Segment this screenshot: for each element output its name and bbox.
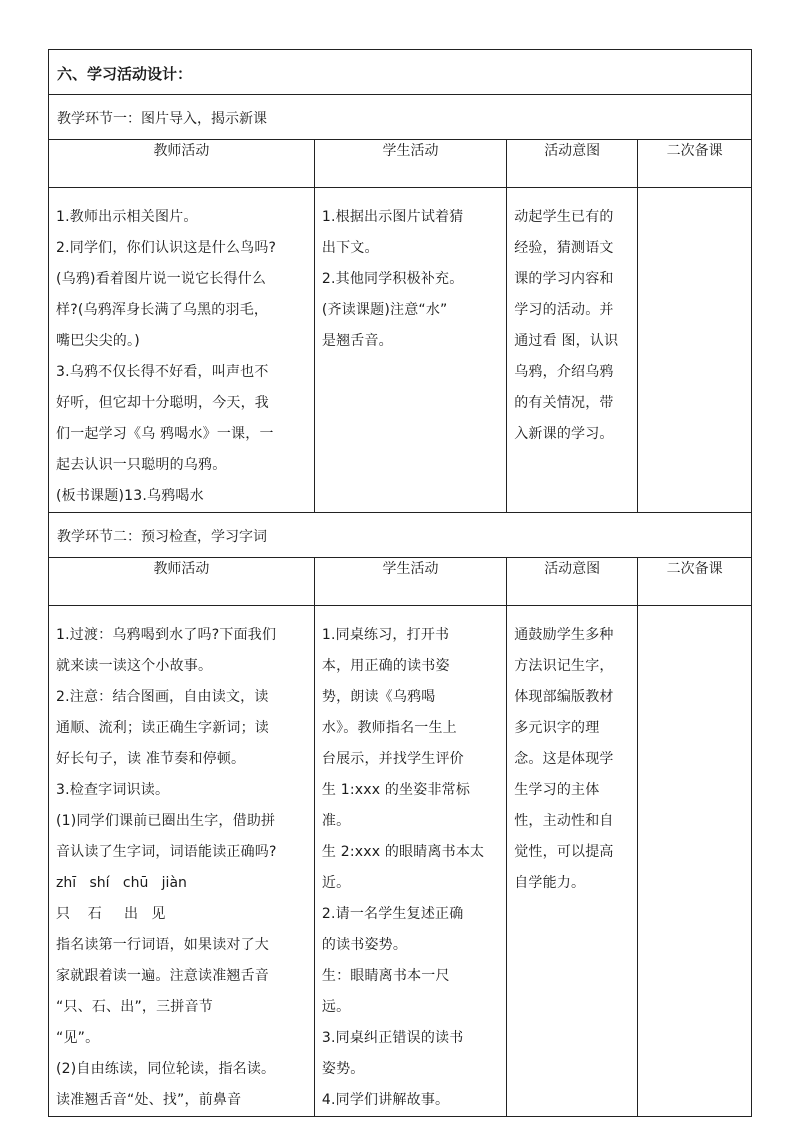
- student-activity-line: 远。: [321, 999, 351, 1015]
- stage2-student-cell: [314, 606, 506, 1117]
- activity-intent-line: 生学习的主体: [514, 782, 600, 798]
- student-activity-line: 势，朗读《乌鸦喝: [321, 689, 436, 705]
- student-activity-line: 2.请一名学生复述正确: [321, 906, 464, 922]
- student-activity-line: 4.同学们讲解故事。: [321, 1092, 450, 1108]
- student-activity-line: 准。: [321, 813, 351, 829]
- section-title-cell: [49, 50, 752, 95]
- activity-intent-line: 多元识字的理: [514, 720, 600, 736]
- student-activity-line: 本，用正确的读书姿: [321, 658, 450, 674]
- stage1-title-cell: [49, 95, 752, 140]
- activity-intent-line: 念。这是体现学: [514, 751, 614, 767]
- stage1-title: 教学环节一：图片导入，揭示新课: [57, 111, 267, 127]
- activity-intent-line: 学习的活动。并: [514, 302, 614, 318]
- teacher-activity-line: 1.过渡：乌鸦喝到水了吗?下面我们: [56, 627, 277, 643]
- stage1-teacher-cell: [49, 188, 315, 513]
- teacher-activity-line: 2.注意：结合图画，自由读文，读: [56, 689, 269, 705]
- teacher-activity-line: 指名读第一行词语，如果读对了大: [56, 937, 269, 953]
- student-activity-line: 水》。教师指名一生上: [321, 720, 457, 736]
- teacher-activity-line: (乌鸦)看着图片说一说它长得什么: [56, 271, 267, 287]
- activity-intent-line: 经验，猜测语文: [514, 240, 614, 256]
- stage2-column-headers: [49, 558, 752, 606]
- teacher-activity-line: 家就跟着读一遍。注意读准翘舌音: [56, 968, 269, 984]
- activity-intent-line: 觉性，可以提高: [514, 844, 614, 860]
- student-activity-line: 台展示，并找学生评价: [321, 751, 464, 767]
- activity-intent-line: 通鼓励学生多种: [514, 627, 614, 643]
- activity-design-table: [48, 49, 752, 1117]
- teacher-activity-line: (1)同学们课前已圈出生字，借助拼: [56, 813, 276, 829]
- activity-intent-line: 体现部编版教材: [514, 689, 614, 705]
- col-header-teacher: 教师活动: [49, 140, 315, 188]
- teacher-activity-line: 3.乌鸦不仅长得不好看，叫声也不: [56, 364, 269, 380]
- teacher-activity-line: 嘴巴尖尖的。): [56, 333, 140, 349]
- activity-intent-line: 通过看 图，认识: [514, 333, 619, 349]
- stage2-title: 教学环节二：预习检查，学习字词: [57, 529, 267, 545]
- activity-intent-line: 自学能力。: [514, 875, 586, 891]
- activity-intent-line: 的有关情况，带: [514, 395, 614, 411]
- stage1-student-cell: [314, 188, 506, 513]
- activity-intent-line: 课的学习内容和: [514, 271, 614, 287]
- stage2-title-cell: [49, 513, 752, 558]
- teacher-activity-line: (板书课题)13.乌鸦喝水: [56, 488, 204, 504]
- activity-intent-line: 动起学生已有的: [514, 209, 614, 225]
- section-title: 六、学习活动设计：: [57, 65, 193, 83]
- teacher-activity-line: 读准翘舌音“处、找”，前鼻音: [56, 1092, 242, 1108]
- hanzi-line: 只 石 出 见: [56, 906, 166, 922]
- stage1-column-headers: [49, 140, 752, 188]
- teacher-activity-line: (2)自由练读，同位轮读，指名读。: [56, 1061, 276, 1077]
- stage1-body-row: [49, 188, 752, 513]
- teacher-activity-line: 好长句子，读 准节奏和停顿。: [56, 751, 246, 767]
- pinyin-line: zhī shí chū jiàn: [56, 875, 187, 891]
- teacher-activity-line: 起去认识一只聪明的乌鸦。: [56, 457, 227, 473]
- stage2-secondary-cell: [638, 606, 752, 1117]
- stage2-intent-cell: [507, 606, 638, 1117]
- student-activity-line: 2.其他同学积极补充。: [321, 271, 464, 287]
- stage1-intent-cell: [507, 188, 638, 513]
- col-header-intent: 活动意图: [507, 558, 638, 606]
- col-header-intent: 活动意图: [507, 140, 638, 188]
- student-activity-line: 1.同桌练习，打开书: [321, 627, 450, 643]
- teacher-activity-line: 们一起学习《乌 鸦喝水》一课，一: [56, 426, 274, 442]
- activity-intent-line: 性，主动性和自: [514, 813, 614, 829]
- student-activity-line: 生 1:xxx 的坐姿非常标: [321, 782, 471, 798]
- stage2-teacher-cell: [49, 606, 315, 1117]
- col-header-secondary: 二次备课: [638, 140, 752, 188]
- student-activity-line: 3.同桌纠正错误的读书: [321, 1030, 464, 1046]
- student-activity-line: 1.根据出示图片试着猜: [321, 209, 464, 225]
- teacher-activity-line: 3.检查字词识读。: [56, 782, 170, 798]
- activity-intent-line: 入新课的学习。: [514, 426, 614, 442]
- col-header-student: 学生活动: [314, 140, 506, 188]
- teacher-activity-line: 音认读了生字词，词语能读正确吗?: [56, 844, 277, 860]
- student-activity-line: 生 2:xxx 的眼睛离书本太: [321, 844, 485, 860]
- col-header-secondary: 二次备课: [638, 558, 752, 606]
- student-activity-line: 姿势。: [321, 1061, 365, 1077]
- col-header-teacher: 教师活动: [49, 558, 315, 606]
- teacher-activity-line: 就来读一读这个小故事。: [56, 658, 213, 674]
- student-activity-line: 是翘舌音。: [321, 333, 393, 349]
- student-activity-line: 的读书姿势。: [321, 937, 408, 953]
- student-activity-line: (齐读课题)注意“水”: [321, 302, 448, 318]
- teacher-activity-line: “只、石、出”，三拼音节: [56, 999, 213, 1015]
- activity-intent-line: 方法识记生字，: [514, 658, 614, 674]
- student-activity-line: 近。: [321, 875, 351, 891]
- col-header-student: 学生活动: [314, 558, 506, 606]
- teacher-activity-line: 通顺、流利；读正确生字新词；读: [56, 720, 269, 736]
- teacher-activity-line: “见”。: [56, 1030, 100, 1046]
- stage2-body-row: [49, 606, 752, 1117]
- teacher-activity-line: 好听，但它却十分聪明，今天，我: [56, 395, 269, 411]
- teacher-activity-line: 1.教师出示相关图片。: [56, 209, 198, 225]
- teacher-activity-line: 2.同学们，你们认识这是什么鸟吗?: [56, 240, 277, 256]
- student-activity-line: 出下文。: [321, 240, 379, 256]
- activity-intent-line: 乌鸦，介绍乌鸦: [514, 364, 614, 380]
- stage1-secondary-cell: [638, 188, 752, 513]
- teacher-activity-line: 样?(乌鸦浑身长满了乌黑的羽毛，: [56, 302, 269, 318]
- student-activity-line: 生：眼睛离书本一尺: [321, 968, 450, 984]
